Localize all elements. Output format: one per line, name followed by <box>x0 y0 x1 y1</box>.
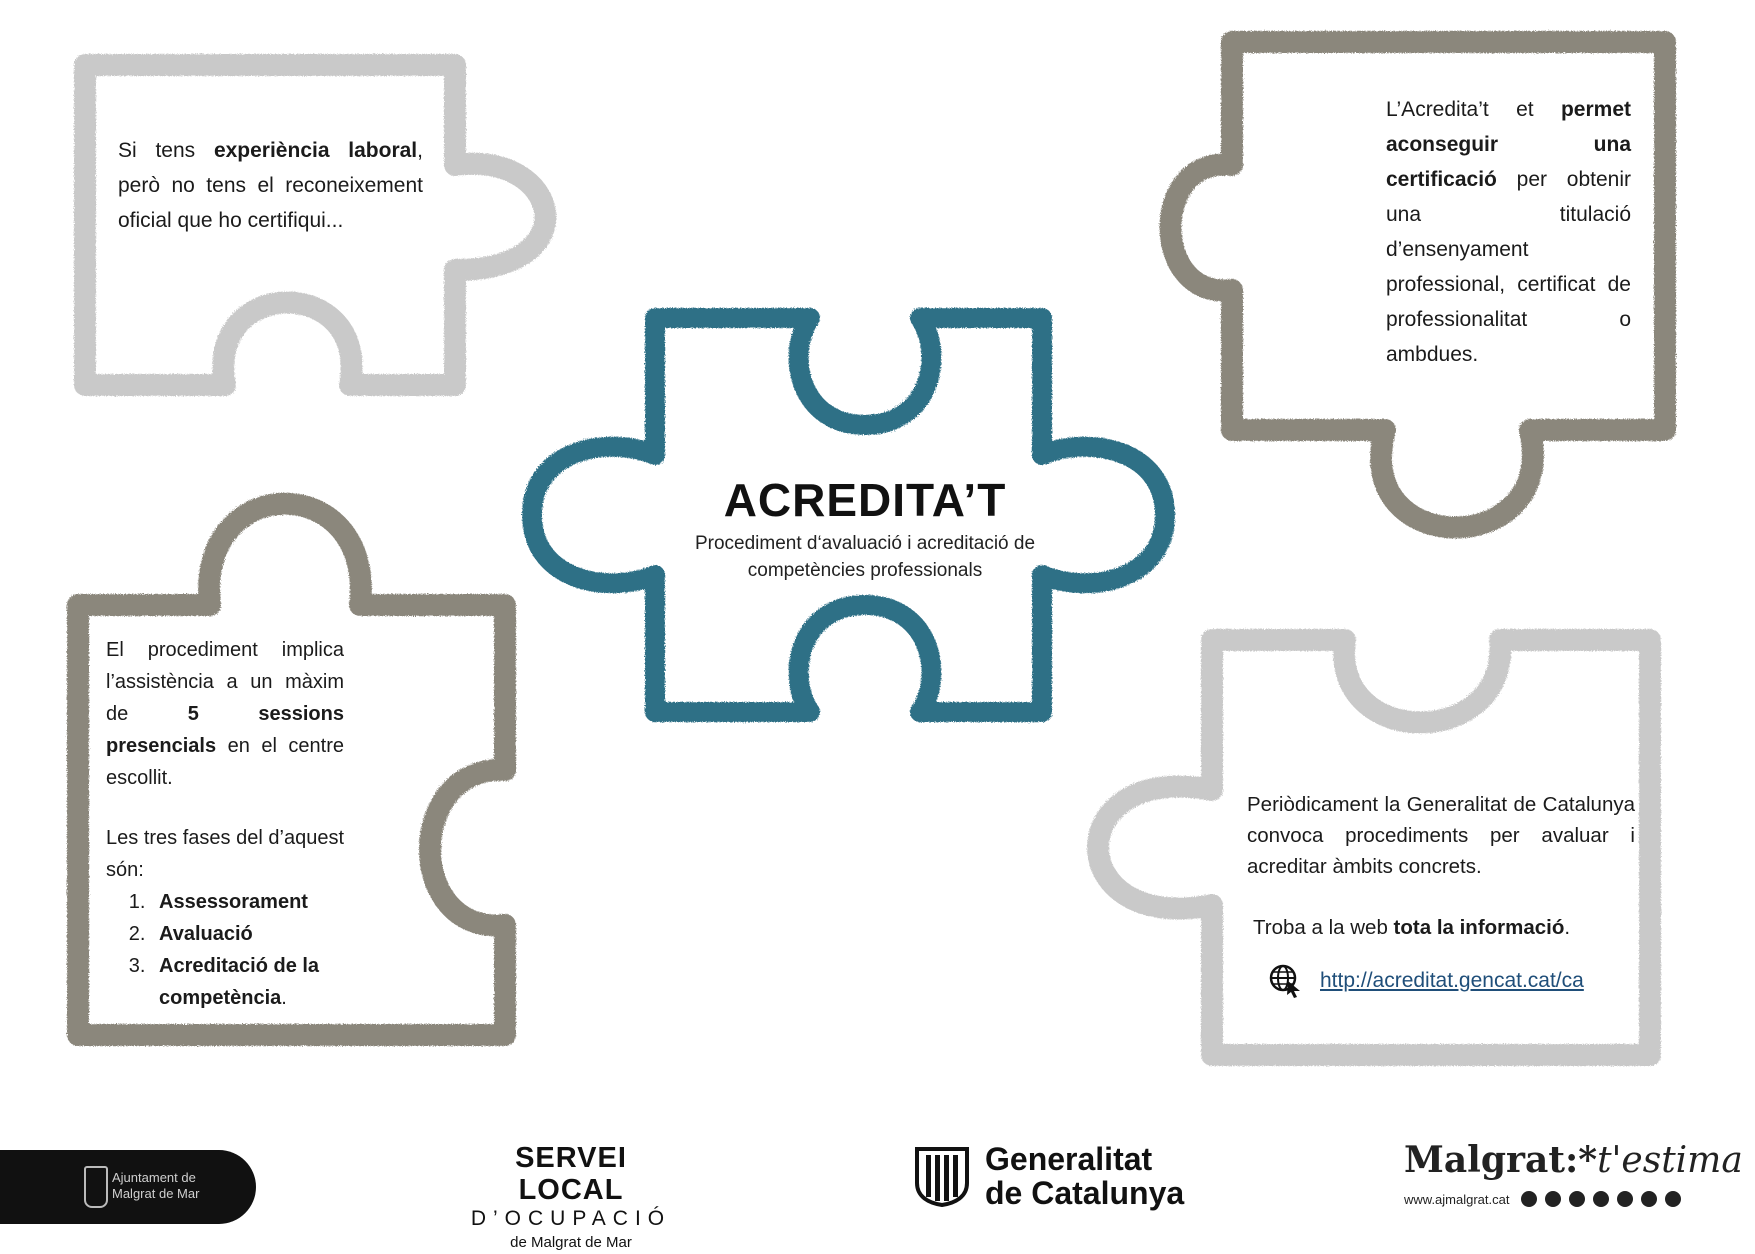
slo-line-2: D’OCUPACIÓ <box>470 1207 672 1230</box>
bottom-left-text <box>106 634 344 1014</box>
generalitat-line-2: de Catalunya <box>985 1175 1185 1211</box>
web-link-row <box>1268 963 1584 999</box>
globe-cursor-icon <box>1268 963 1304 999</box>
text-segment: Si tens <box>118 139 214 162</box>
rss-icon[interactable] <box>1665 1191 1681 1207</box>
page-title: ACREDITA’T <box>723 474 1007 526</box>
slo-line-3: de Malgrat de Mar <box>510 1234 632 1251</box>
bold-segment: 5 sessions presencials <box>106 703 344 757</box>
ajuntament-line-2: Malgrat de Mar <box>112 1186 200 1201</box>
youtube-icon[interactable] <box>1617 1191 1633 1207</box>
center-title-block <box>640 470 1090 584</box>
shield-icon <box>84 1166 108 1208</box>
bold-segment: permet aconseguir una certificació <box>1386 98 1631 191</box>
malgrat-testima-logo <box>1404 1138 1743 1207</box>
list-item: 1. Assessorament <box>151 886 344 918</box>
bold-segment: experiència laboral <box>213 139 418 162</box>
subtitle-line-2: competències professionals <box>747 560 983 581</box>
top-left-text <box>118 133 423 238</box>
generalitat-emblem-icon <box>913 1145 971 1207</box>
servei-local-ocupacio-logo <box>466 1142 676 1254</box>
list-item: 2. Avaluació <box>151 918 344 950</box>
text-segment: L’Acredita’t et <box>1386 98 1561 121</box>
convocation-paragraph: Periòdicament la Generalitat de Catalunya convoca procediments per avaluar i acreditar àmbits concrets. <box>1247 793 1635 878</box>
phases-list <box>106 886 344 1014</box>
ajuntament-logo <box>0 1150 256 1224</box>
twitter-icon[interactable] <box>1545 1191 1561 1207</box>
malgrat-brand: Malgrat:* <box>1404 1139 1598 1181</box>
ajuntament-line-1: Ajuntament de <box>112 1170 196 1185</box>
text-segment: en el centre escollit. <box>106 735 344 789</box>
generalitat-line-1: Generalitat <box>985 1141 1153 1177</box>
acreditat-link[interactable]: http://acreditat.gencat.cat/ca <box>1320 969 1584 992</box>
phases-intro: Les tres fases del d’aquest són: <box>106 827 344 881</box>
facebook-icon[interactable] <box>1521 1191 1537 1207</box>
generalitat-logo <box>913 1142 1184 1210</box>
bold-segment: tota la informació <box>1393 916 1565 939</box>
list-item: 3. Acreditació de la competència. <box>151 950 344 1014</box>
flickr-icon[interactable] <box>1641 1191 1657 1207</box>
text-segment: , però no tens el reconeixement oficial que ho certifiqui... <box>118 139 423 232</box>
web-info-paragraph <box>1247 912 1635 943</box>
bottom-right-text <box>1247 789 1635 943</box>
vimeo-icon[interactable] <box>1593 1191 1609 1207</box>
procedure-paragraph <box>106 634 344 794</box>
text-segment: Troba a la web <box>1253 916 1394 939</box>
malgrat-tagline: t'estima <box>1597 1140 1743 1181</box>
text-segment: per obtenir una titulació d’ensenyament professional, certificat de professionalitat o ambdues. <box>1386 168 1631 366</box>
text-segment: . <box>1564 916 1571 939</box>
instagram-icon[interactable] <box>1569 1191 1585 1207</box>
slo-line-1: SERVEI LOCAL <box>515 1142 627 1206</box>
top-right-text <box>1386 92 1631 372</box>
text-segment: El procediment implica l’assistència a un màxim de <box>106 639 344 725</box>
subtitle-line-1: Procediment d‘avaluació i acreditació de <box>694 533 1036 554</box>
malgrat-web[interactable]: www.ajmalgrat.cat <box>1404 1191 1510 1207</box>
